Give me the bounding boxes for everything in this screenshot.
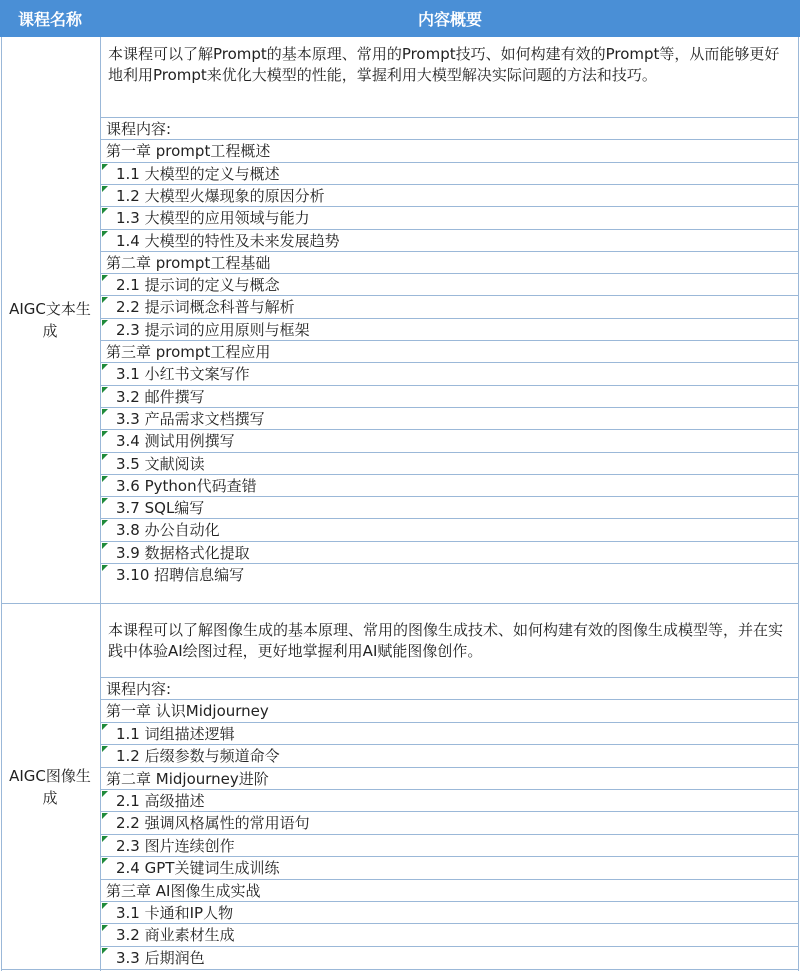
cell-marker-icon xyxy=(102,565,108,571)
chapter-row: 第三章 AI图像生成实战 xyxy=(101,879,798,901)
course-name-image-gen xyxy=(2,604,98,969)
section-row xyxy=(101,744,798,766)
section-row xyxy=(101,518,798,540)
section-label: 3.6 Python代码查错 xyxy=(116,476,257,495)
cell-marker-icon xyxy=(102,164,108,170)
section-label: 3.5 文献阅读 xyxy=(116,454,205,473)
cell-marker-icon xyxy=(102,543,108,549)
section-label: 2.4 GPT关键词生成训练 xyxy=(116,859,280,878)
chapter-row: 第一章 认识Midjourney xyxy=(101,699,798,721)
section-label: 2.3 图片连续创作 xyxy=(116,836,235,855)
section-label: 3.2 商业素材生成 xyxy=(116,926,235,945)
cell-marker-icon xyxy=(102,813,108,819)
section-label: 1.1 词组描述逻辑 xyxy=(116,724,235,743)
section-row xyxy=(101,295,798,317)
section-label: 1.4 大模型的特性及未来发展趋势 xyxy=(116,231,340,250)
section-label: 2.2 强调风格属性的常用语句 xyxy=(116,814,310,833)
cell-marker-icon xyxy=(102,231,108,237)
section-label: 3.10 招聘信息编写 xyxy=(116,566,245,584)
section-label: 3.3 后期润色 xyxy=(116,948,205,967)
section-label: 1.1 大模型的定义与概述 xyxy=(116,164,280,183)
section-row xyxy=(101,563,798,585)
course-name-text-gen xyxy=(2,37,98,603)
section-row xyxy=(101,162,798,184)
section-row xyxy=(101,229,798,251)
section-row xyxy=(101,273,798,295)
cell-marker-icon xyxy=(102,520,108,526)
section-label: 2.2 提示词概念科普与解析 xyxy=(116,298,295,317)
section-row xyxy=(101,923,798,945)
chapter-row: 第二章 prompt工程基础 xyxy=(101,251,798,273)
chapter-row: 第三章 prompt工程应用 xyxy=(101,340,798,362)
section-label: 1.3 大模型的应用领域与能力 xyxy=(116,209,310,228)
section-row xyxy=(101,206,798,228)
cell-marker-icon xyxy=(102,858,108,864)
section-label: 1.2 大模型火爆现象的原因分析 xyxy=(116,186,325,205)
cell-marker-icon xyxy=(102,364,108,370)
section-row xyxy=(101,362,798,384)
section-row xyxy=(101,184,798,206)
cell-marker-icon xyxy=(102,186,108,192)
cell-marker-icon xyxy=(102,476,108,482)
section-row xyxy=(101,452,798,474)
course-name-label: AIGC文本生成 xyxy=(9,300,91,340)
section-row xyxy=(101,429,798,451)
cell-marker-icon xyxy=(102,791,108,797)
cell-marker-icon xyxy=(102,387,108,393)
content-heading-row: 课程内容: xyxy=(101,117,798,139)
section-row xyxy=(101,901,798,923)
section-row xyxy=(101,834,798,856)
section-label: 3.1 卡通和IP人物 xyxy=(116,904,234,922)
section-row xyxy=(101,496,798,518)
section-label: 2.3 提示词的应用原则与框架 xyxy=(116,320,310,339)
cell-marker-icon xyxy=(102,409,108,415)
cell-marker-icon xyxy=(102,297,108,303)
section-row xyxy=(101,541,798,563)
cell-marker-icon xyxy=(102,320,108,326)
cell-marker-icon xyxy=(102,948,108,954)
table-border-right xyxy=(798,37,799,971)
section-label: 1.2 后缀参数与频道命令 xyxy=(116,747,280,766)
section-row xyxy=(101,407,798,429)
cell-marker-icon xyxy=(102,836,108,842)
section-row xyxy=(101,856,798,878)
section-row xyxy=(101,385,798,407)
course-divider xyxy=(1,603,799,604)
section-label: 3.2 邮件撰写 xyxy=(116,387,205,406)
course-name-label: AIGC图像生成 xyxy=(9,766,91,807)
course-intro-image-gen: 本课程可以了解图像生成的基本原理、常用的图像生成技术、如何构建有效的图像生成模型等，并在实践中体验AI绘图过程，更好地掌握利用AI赋能图像创作。 xyxy=(108,621,784,660)
section-row xyxy=(101,811,798,833)
section-label: 3.4 测试用例撰写 xyxy=(116,432,235,451)
section-label: 2.1 提示词的定义与概念 xyxy=(116,276,280,295)
cell-marker-icon xyxy=(102,431,108,437)
section-label: 3.9 数据格式化提取 xyxy=(116,543,250,562)
section-row xyxy=(101,318,798,340)
cell-marker-icon xyxy=(102,724,108,730)
cell-marker-icon xyxy=(102,746,108,752)
cell-marker-icon xyxy=(102,925,108,931)
section-label: 2.1 高级描述 xyxy=(116,792,205,810)
section-row xyxy=(101,722,798,744)
header-course-name: 课程名称 xyxy=(0,0,100,37)
cell-marker-icon xyxy=(102,454,108,460)
section-label: 3.8 办公自动化 xyxy=(116,521,220,540)
section-label: 3.1 小红书文案写作 xyxy=(116,365,250,384)
table-border-bottom xyxy=(1,969,799,970)
course-intro-text-gen: 本课程可以了解Prompt的基本原理、常用的Prompt技巧、如何构建有效的Prompt等，从而能够更好地利用Prompt来优化大模型的性能，掌握利用大模型解决实际问题的方法和技巧。 xyxy=(108,45,780,84)
chapter-row: 第二章 Midjourney进阶 xyxy=(101,767,798,789)
chapter-row: 第一章 prompt工程概述 xyxy=(101,139,798,161)
section-label: 3.7 SQL编写 xyxy=(116,499,205,518)
section-row xyxy=(101,474,798,496)
cell-marker-icon xyxy=(102,498,108,504)
cell-marker-icon xyxy=(102,903,108,909)
cell-marker-icon xyxy=(102,275,108,281)
section-row xyxy=(101,946,798,968)
content-heading-row: 课程内容: xyxy=(101,677,798,699)
cell-marker-icon xyxy=(102,208,108,214)
section-row xyxy=(101,789,798,811)
section-label: 3.3 产品需求文档撰写 xyxy=(116,409,265,428)
header-content-summary: 内容概要 xyxy=(100,0,800,37)
